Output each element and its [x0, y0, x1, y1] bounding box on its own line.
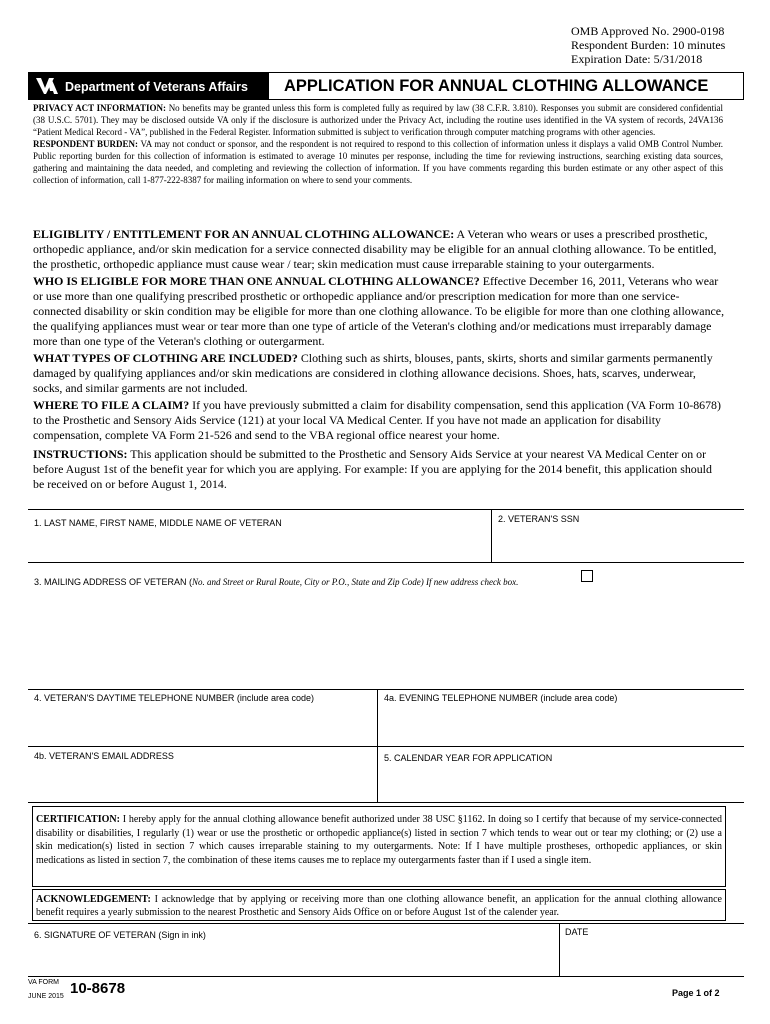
address-hint: No. and Street or Rural Route, City or P.O., State and Zip Code) If new address check box.	[192, 577, 519, 587]
privacy-text: No benefits may be granted unless this form is completed fully as required by law (38 C.F.R. 3.810). Responses you submit are considered confidential (38 U.S.C. 5701). They may be disclosed outside VA only if the disclosure is authorized under the Privacy Act, including the routine uses identified in the VA system of records, 24VA136 “Patient Medical Record - VA”, published in the Federal Register. Information submitted is subject to verification through computer matching programs with other agencies.	[33, 103, 723, 137]
department-name: Department of Veterans Affairs	[65, 80, 248, 94]
daytime-phone-label: 4. VETERAN'S DAYTIME TELEPHONE NUMBER (include area code)	[34, 693, 314, 703]
what-label: WHAT TYPES OF CLOTHING ARE INCLUDED?	[33, 351, 298, 365]
instructions-text: This application should be submitted to the Prosthetic and Sensory Aids Service at your nearest VA Medical Center on or before August 1st of the benefit year for which you are applying. For example: If you are applying for the 2014 benefit, this application should be received on or before August 1, 2014.	[33, 447, 712, 491]
certification-label: CERTIFICATION:	[36, 814, 120, 825]
eligibility-text: A Veteran who wears or uses a prescribed prosthetic, orthopedic appliance, and/or skin medication for a service connected disability may be eligible for an annual clothing allowance. To be entitled, the prosthetic, orthopedic appliance must cause wear / tear; skin medication must cause irreparable staining to your outergarments.	[33, 227, 717, 271]
certification-text: I hereby apply for the annual clothing allowance benefit authorized under 38 USC §1162. In doing so I certify that because of my service-connected disability or disabilities, I regularly (1) wear or use the prosthetic or orthopedic appliance(s) listed in section 7 which tends to wear out or tear my clothing; or (2) use a skin medication(s) listed in section 7 which causes irreparable staining to my outergarments. Note: If I have multiple prostheses, orthopedic appliances, or skin medications as listed in section 7, the combination of these items causes me to replace my outergarments faster than if I used a single item.	[36, 814, 723, 866]
certification-box	[32, 806, 726, 887]
what-paragraph	[33, 351, 725, 396]
calendar-year-field[interactable]	[378, 746, 744, 802]
acknowledgement-label: ACKNOWLEDGEMENT:	[36, 894, 151, 905]
burden-text: VA may not conduct or sponsor, and the respondent is not required to respond to this collection of information unless it displays a valid OMB Control Number. Public reporting burden for this collection of information is estimated to average 10 minutes per response, including the time for reviewing instructions, searching existing data sources, gathering and maintaining the data needed, and completing and reviewing the collection of information. If you have comments regarding this burden estimate or any other aspect of this collection of information, call 1-877-222-8387 for mailing information on where to send your comments.	[33, 139, 723, 185]
eligibility-paragraph	[33, 227, 725, 272]
form-header	[28, 72, 744, 100]
address-field-label	[34, 577, 518, 587]
what-text: Clothing such as shirts, blouses, pants, skirts, shorts and similar garments permanently damaged by qualifying appliances and/or skin medications are considered in clothing allowance decisions. Shoes, hats, scarves, underwear, socks, and similar garments are not included.	[33, 351, 713, 395]
omb-info	[571, 24, 725, 66]
signature-field[interactable]	[28, 923, 560, 976]
ssn-field-label: 2. VETERAN'S SSN	[498, 514, 580, 524]
va-form-label: VA FORM	[28, 979, 59, 986]
acknowledgement-text: I acknowledge that by applying or receiving more than one clothing allowance benefit, an application for the annual clothing allowance benefit requires a yearly submission to the nearest Prosthetic and Sensory Aids Office on or before August 1st of the calender year.	[36, 894, 722, 918]
date-label: DATE	[565, 927, 589, 937]
omb-number: OMB Approved No. 2900-0198	[571, 24, 725, 38]
eligibility-label: ELIGIBLITY / ENTITLEMENT FOR AN ANNUAL CLOTHING ALLOWANCE:	[33, 227, 455, 241]
ssn-field[interactable]	[492, 509, 744, 562]
form-number: 10-8678	[70, 980, 126, 997]
divider	[28, 802, 744, 803]
acknowledgement-box	[32, 889, 726, 921]
instructions-body	[33, 227, 725, 494]
instructions-label: INSTRUCTIONS:	[33, 447, 128, 461]
who-label: WHO IS ELIGIBLE FOR MORE THAN ONE ANNUAL CLOTHING ALLOWANCE?	[33, 274, 480, 288]
evening-phone-field[interactable]	[378, 689, 744, 746]
department-banner	[29, 73, 269, 99]
name-field-label: 1. LAST NAME, FIRST NAME, MIDDLE NAME OF VETERAN	[34, 518, 282, 528]
where-paragraph	[33, 398, 725, 443]
form-date: JUNE 2015	[28, 993, 64, 1000]
email-field-label: 4b. VETERAN'S EMAIL ADDRESS	[34, 751, 174, 761]
date-field[interactable]	[560, 923, 744, 976]
address-field[interactable]	[28, 562, 744, 689]
va-logo-icon	[35, 76, 59, 96]
name-field[interactable]	[28, 509, 492, 562]
daytime-phone-field[interactable]	[28, 689, 378, 746]
where-label: WHERE TO FILE A CLAIM?	[33, 398, 190, 412]
who-text: Effective December 16, 2011, Veterans who wear or use more than one qualifying prescribed prosthetic or orthopedic appliance and/or prescription medication for more than one service-connected disability or skin condition may be eligible for more than one clothing allowance. To be eligible for more than one clothing allowance, the qualifying appliances must wear or tear more than one type of article of the Veteran's clothing and/or medications must irreparably damage more than one type of the Veteran's clothing or outergarment.	[33, 274, 725, 348]
signature-label: 6. SIGNATURE OF VETERAN (Sign in ink)	[34, 930, 206, 940]
privacy-label: PRIVACY ACT INFORMATION:	[33, 103, 167, 113]
privacy-notice	[33, 102, 723, 186]
expiration-date: Expiration Date: 5/31/2018	[571, 52, 703, 66]
form-title: APPLICATION FOR ANNUAL CLOTHING ALLOWANCE	[284, 77, 709, 95]
respondent-burden: Respondent Burden: 10 minutes	[571, 38, 726, 52]
instructions-paragraph	[33, 447, 725, 492]
burden-label: RESPONDENT BURDEN:	[33, 139, 138, 149]
new-address-checkbox[interactable]	[581, 570, 593, 582]
email-field[interactable]	[28, 746, 378, 802]
calendar-year-label: 5. CALENDAR YEAR FOR APPLICATION	[384, 753, 553, 763]
where-text: If you have previously submitted a claim for disability compensation, send this application (VA Form 10-8678) to the Prosthetic and Sensory Aids Service (121) at your local VA Medical Center. If you have not made an application for disability compensation, complete VA Form 21-526 and send to the VBA regional office nearest your home.	[33, 398, 721, 442]
page-number: Page 1 of 2	[672, 988, 720, 998]
divider	[28, 976, 744, 977]
who-paragraph	[33, 274, 725, 349]
address-label-text: 3. MAILING ADDRESS OF VETERAN (	[34, 577, 193, 587]
evening-phone-label: 4a. EVENING TELEPHONE NUMBER (include area code)	[384, 693, 618, 703]
